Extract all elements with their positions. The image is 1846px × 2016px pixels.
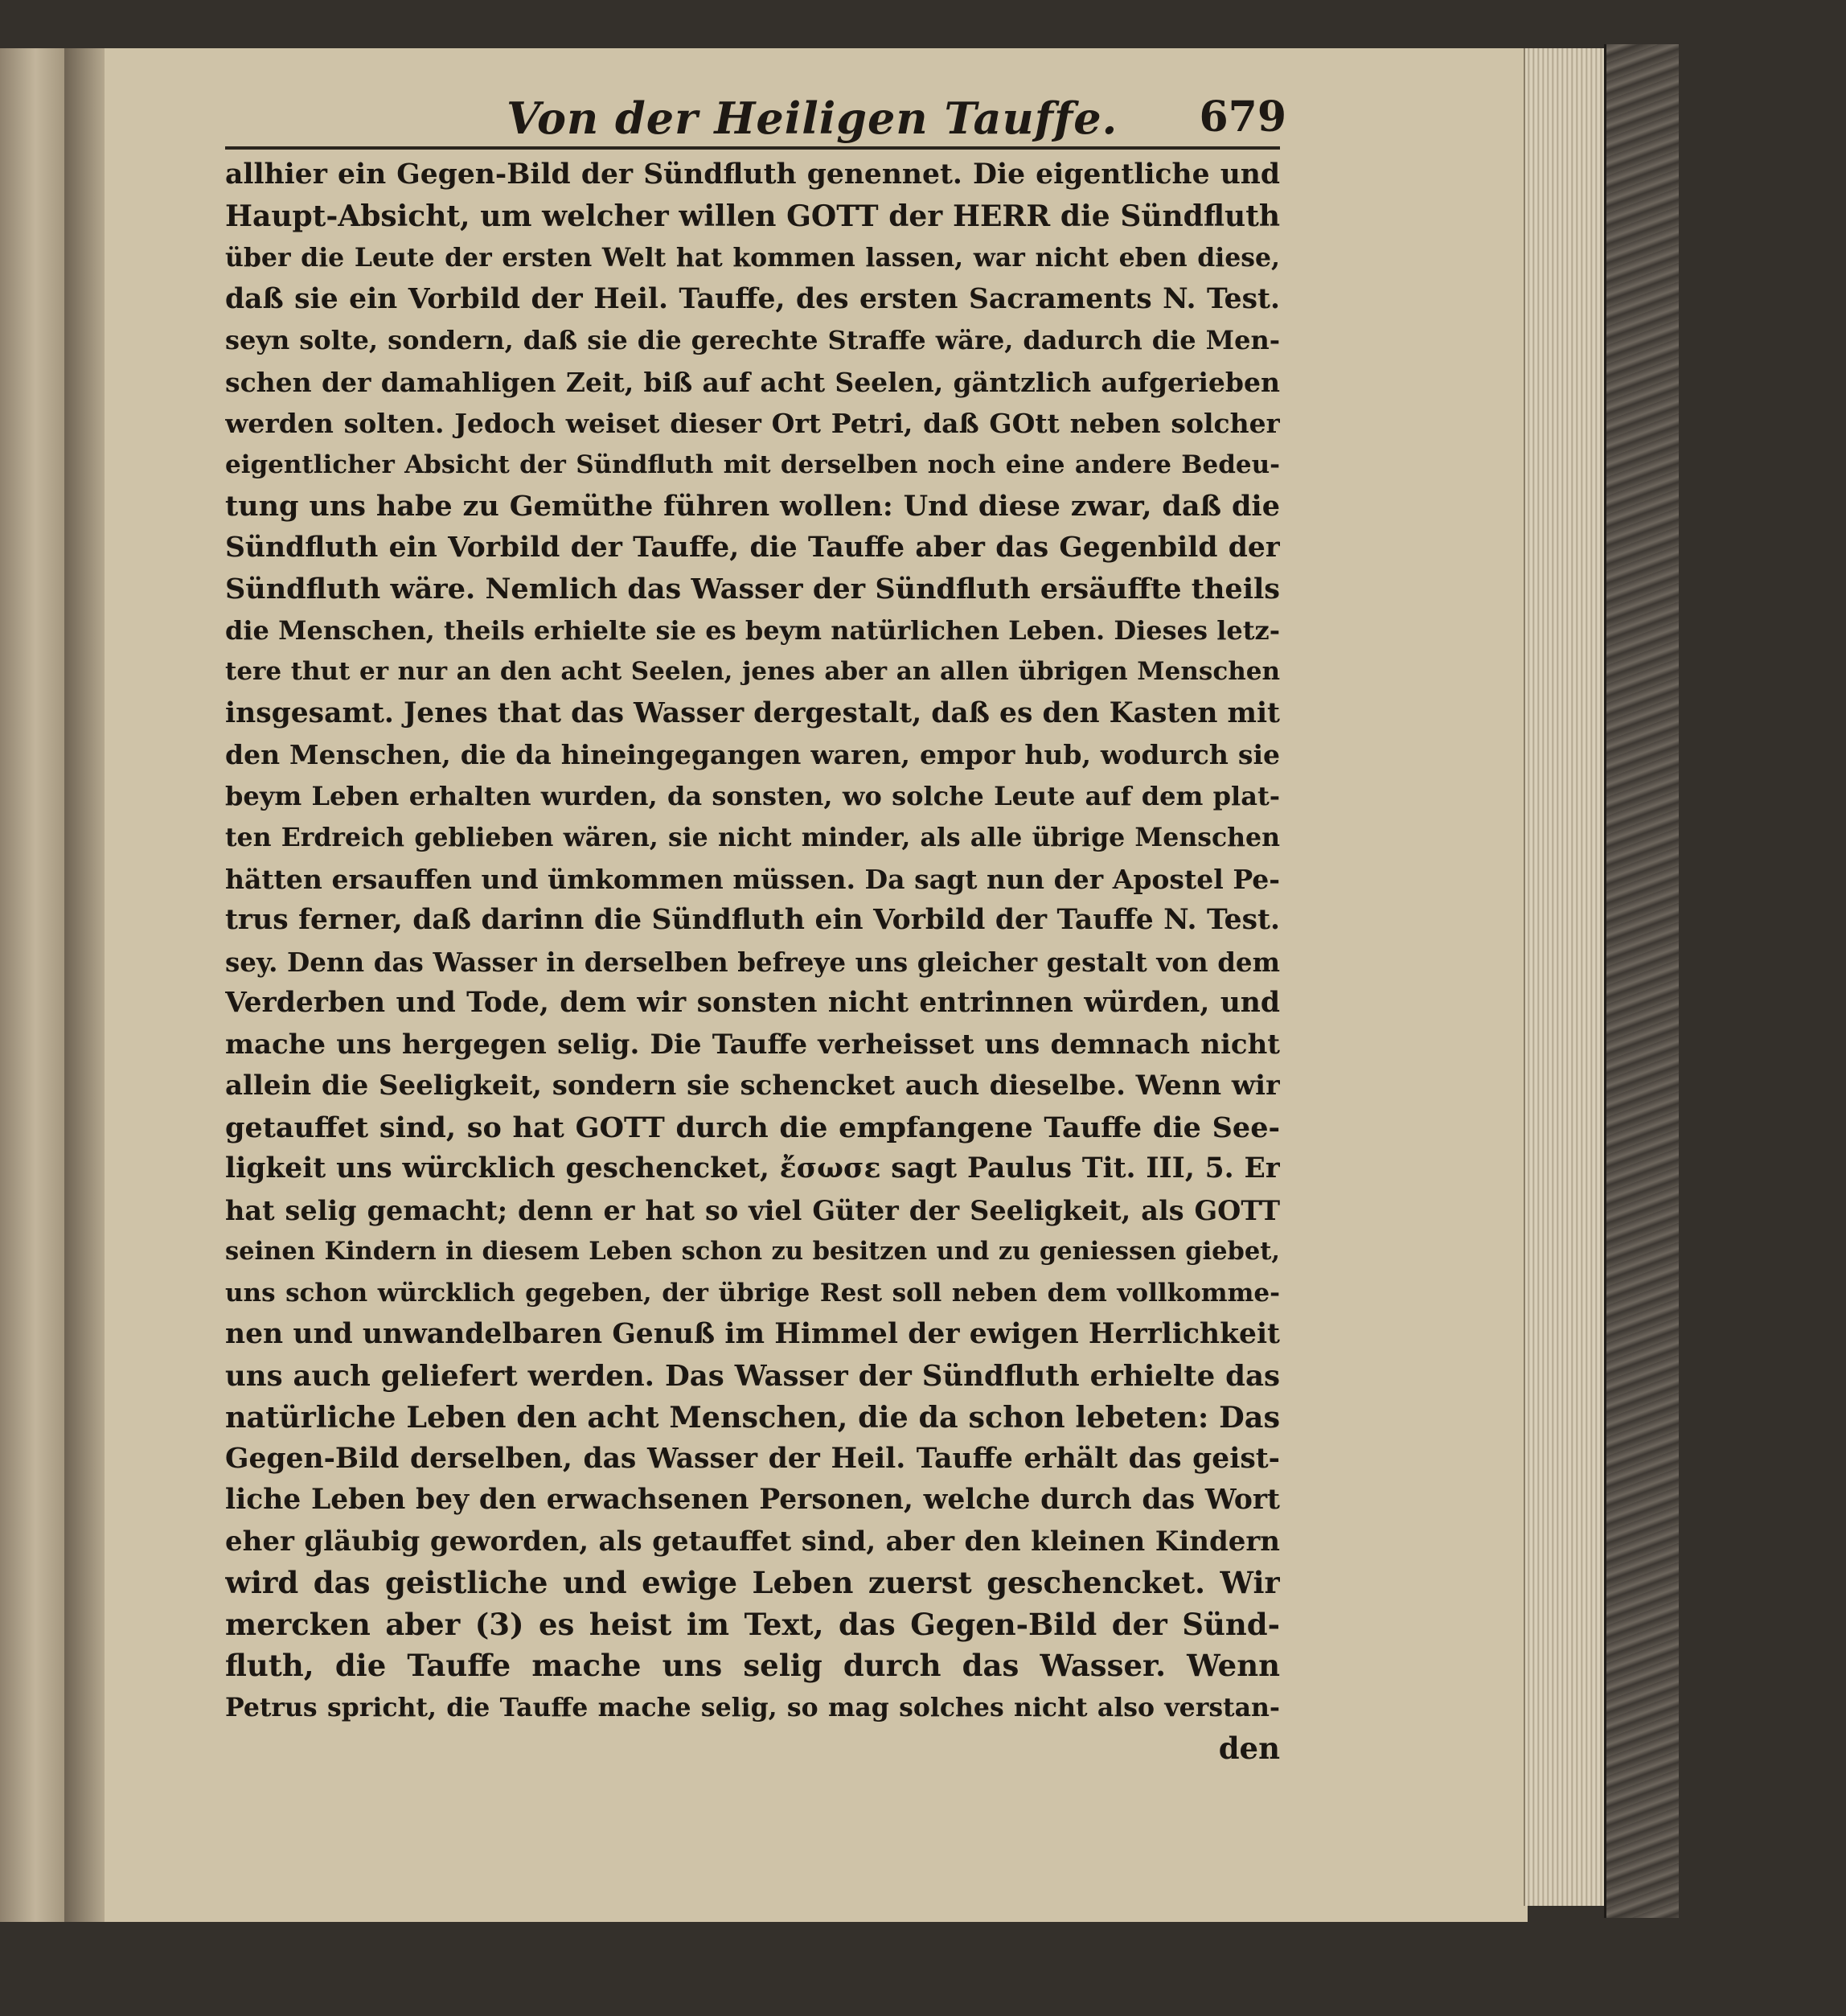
text-line: eigentlicher Absicht der Sündfluth mit derselben noch eine andere Bedeu- [225,450,1280,479]
text-line: tung uns habe zu Gemüthe führen wollen: Und diese zwar, daß die [225,490,1280,523]
text-line: eher gläubig geworden, als getauffet sind, aber den kleinen Kindern [225,1525,1280,1558]
text-line: nen und unwandelbaren Genuß im Himmel der ewigen Herrlichkeit [225,1318,1280,1350]
text-line: Sündfluth wäre. Nemlich das Wasser der Sündfluth ersäuffte theils [225,573,1280,606]
text-line: trus ferner, daß darinn die Sündfluth ein Vorbild der Tauffe N. Test. [225,904,1280,936]
text-line: über die Leute der ersten Welt hat kommen lassen, war nicht eben diese, [225,243,1280,273]
text-line: allein die Seeligkeit, sondern sie schencket auch dieselbe. Wenn wir [225,1070,1280,1102]
text-line: seinen Kindern in diesem Leben schon zu besitzen und zu geniessen giebet, [225,1237,1280,1266]
header-rule [225,146,1280,150]
text-line: insgesamt. Jenes that das Wasser dergestalt, daß es den Kasten mit [225,696,1280,729]
text-line: werden solten. Jedoch weiset dieser Ort Petri, daß GOtt neben solcher [225,408,1280,439]
text-line: natürliche Leben den acht Menschen, die da schon lebeten: Das [225,1400,1280,1435]
text-line: tere thut er nur an den acht Seelen, jenes aber an allen übrigen Menschen [225,657,1280,686]
text-line: uns auch geliefert werden. Das Wasser der Sündfluth erhielte das [225,1359,1280,1393]
book-cover-edge [1604,44,1679,1918]
text-line: Haupt-Absicht, um welcher willen GOTT der HERR die Sündfluth [225,199,1280,233]
text-line: getauffet sind, so hat GOTT durch die empfangene Tauffe die See- [225,1111,1280,1144]
text-line: hätten ersauffen und ümkommen müssen. Da sagt nun der Apostel Pe- [225,863,1280,895]
text-line: daß sie ein Vorbild der Heil. Tauffe, des ersten Sacraments N. Test. [225,282,1280,315]
book-gutter [64,48,105,1922]
text-line: Petrus spricht, die Tauffe mache selig, so mag solches nicht also verstan- [225,1692,1280,1722]
text-line: die Menschen, theils erhielte sie es beym natürlichen Leben. Dieses letz- [225,614,1280,646]
text-line: ten Erdreich geblieben wären, sie nicht minder, als alle übrige Menschen [225,823,1280,852]
text-line: Sündfluth ein Vorbild der Tauffe, die Tauffe aber das Gegenbild der [225,531,1280,564]
page-header [225,92,1286,149]
text-line: allhier ein Gegen-Bild der Sündfluth genennet. Die eigentliche und [225,158,1280,191]
body-text [225,154,1280,1770]
text-line: Verderben und Tode, dem wir sonsten nicht entrinnen würden, und [225,987,1280,1019]
left-page-edge [0,48,64,1922]
text-line: fluth, die Tauffe mache uns selig durch das Wasser. Wenn [225,1648,1280,1683]
text-line: wird das geistliche und ewige Leben zuerst geschencket. Wir [225,1565,1280,1600]
catchword: den [1218,1731,1280,1766]
page-block-edges [1524,48,1606,1906]
text-line: sey. Denn das Wasser in derselben befreye uns gleicher gestalt von dem [225,946,1280,978]
text-line: den Menschen, die da hineingegangen waren, empor hub, wodurch sie [225,739,1280,770]
text-line: seyn solte, sondern, daß sie die gerechte Straffe wäre, dadurch die Men- [225,325,1280,355]
text-line: ligkeit uns würcklich geschencket, ἔσωσε sagt Paulus Tit. III, 5. Er [225,1152,1280,1185]
text-line: Gegen-Bild derselben, das Wasser der Heil. Tauffe erhält das geist- [225,1442,1280,1475]
text-line: liche Leben bey den erwachsenen Personen, welche durch das Wort [225,1484,1280,1516]
text-line: mercken aber (3) es heist im Text, das Gegen-Bild der Sünd- [225,1606,1280,1642]
text-line: hat selig gemacht; denn er hat so viel Güter der Seeligkeit, als GOTT [225,1194,1280,1226]
page-number: 679 [1199,92,1286,142]
text-line: beym Leben erhalten wurden, da sonsten, wo solche Leute auf dem plat- [225,780,1280,811]
text-line: mache uns hergegen selig. Die Tauffe verheisset uns demnach nicht [225,1028,1280,1061]
text-line: schen der damahligen Zeit, biß auf acht Seelen, gäntzlich aufgerieben [225,366,1280,398]
text-line: uns schon würcklich gegeben, der übrige Rest soll neben dem vollkomme- [225,1278,1280,1308]
running-title: Von der Heiligen Tauffe. [507,92,1118,144]
